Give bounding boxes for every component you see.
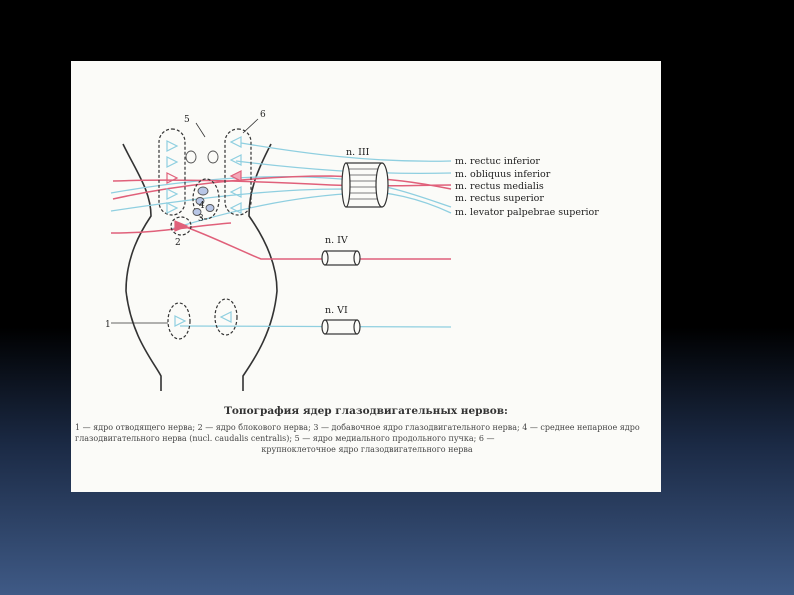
label-rectus-medialis: m. rectus medialis bbox=[455, 181, 544, 192]
label-obliquus-inferior: m. obliquus inferior bbox=[455, 169, 551, 180]
blue-fibers bbox=[111, 143, 451, 327]
label-n-IV: n. IV bbox=[325, 235, 348, 246]
caption-last-line: крупноклеточное ядро глазодвигательного нерва bbox=[261, 445, 473, 454]
nucleus-triangles bbox=[167, 137, 241, 326]
nerve-cylinder-VI bbox=[322, 320, 360, 334]
callout-6: 6 bbox=[260, 110, 266, 120]
caption-title: Топография ядер глазодвигательных нервов: bbox=[224, 405, 508, 417]
red-fibers bbox=[111, 176, 451, 259]
label-n-III: n. III bbox=[346, 147, 370, 158]
label-levator-palpebrae: m. levator palpebrae superior bbox=[455, 207, 599, 218]
label-rectus-superior: m. rectus superior bbox=[455, 193, 544, 204]
callout-5: 5 bbox=[184, 115, 190, 125]
caption-text: 1 — ядро отводящего нерва; 2 — ядро блокового нерва; 3 — добавочное ядро глазодвигательного нерва; 4 — среднее непарное ядро глазодвигательного нерва (nucl. caudalis centralis); 5 — ядро медиального продольного пучка; 6 — bbox=[75, 423, 640, 443]
label-rectus-inferior: m. rectuc inferior bbox=[455, 156, 540, 167]
callout-3: 3 bbox=[198, 214, 204, 224]
caption-body bbox=[75, 422, 659, 455]
callout-4: 4 bbox=[199, 201, 205, 211]
nerve-cylinder-IV bbox=[322, 251, 360, 265]
callout-2: 2 bbox=[175, 238, 181, 248]
oculomotor-nuclei-diagram bbox=[71, 61, 661, 401]
label-n-VI: n. VI bbox=[325, 305, 348, 316]
nerve-cylinder-III bbox=[342, 163, 388, 207]
callout-1: 1 bbox=[105, 320, 111, 330]
slide-image bbox=[71, 61, 661, 492]
